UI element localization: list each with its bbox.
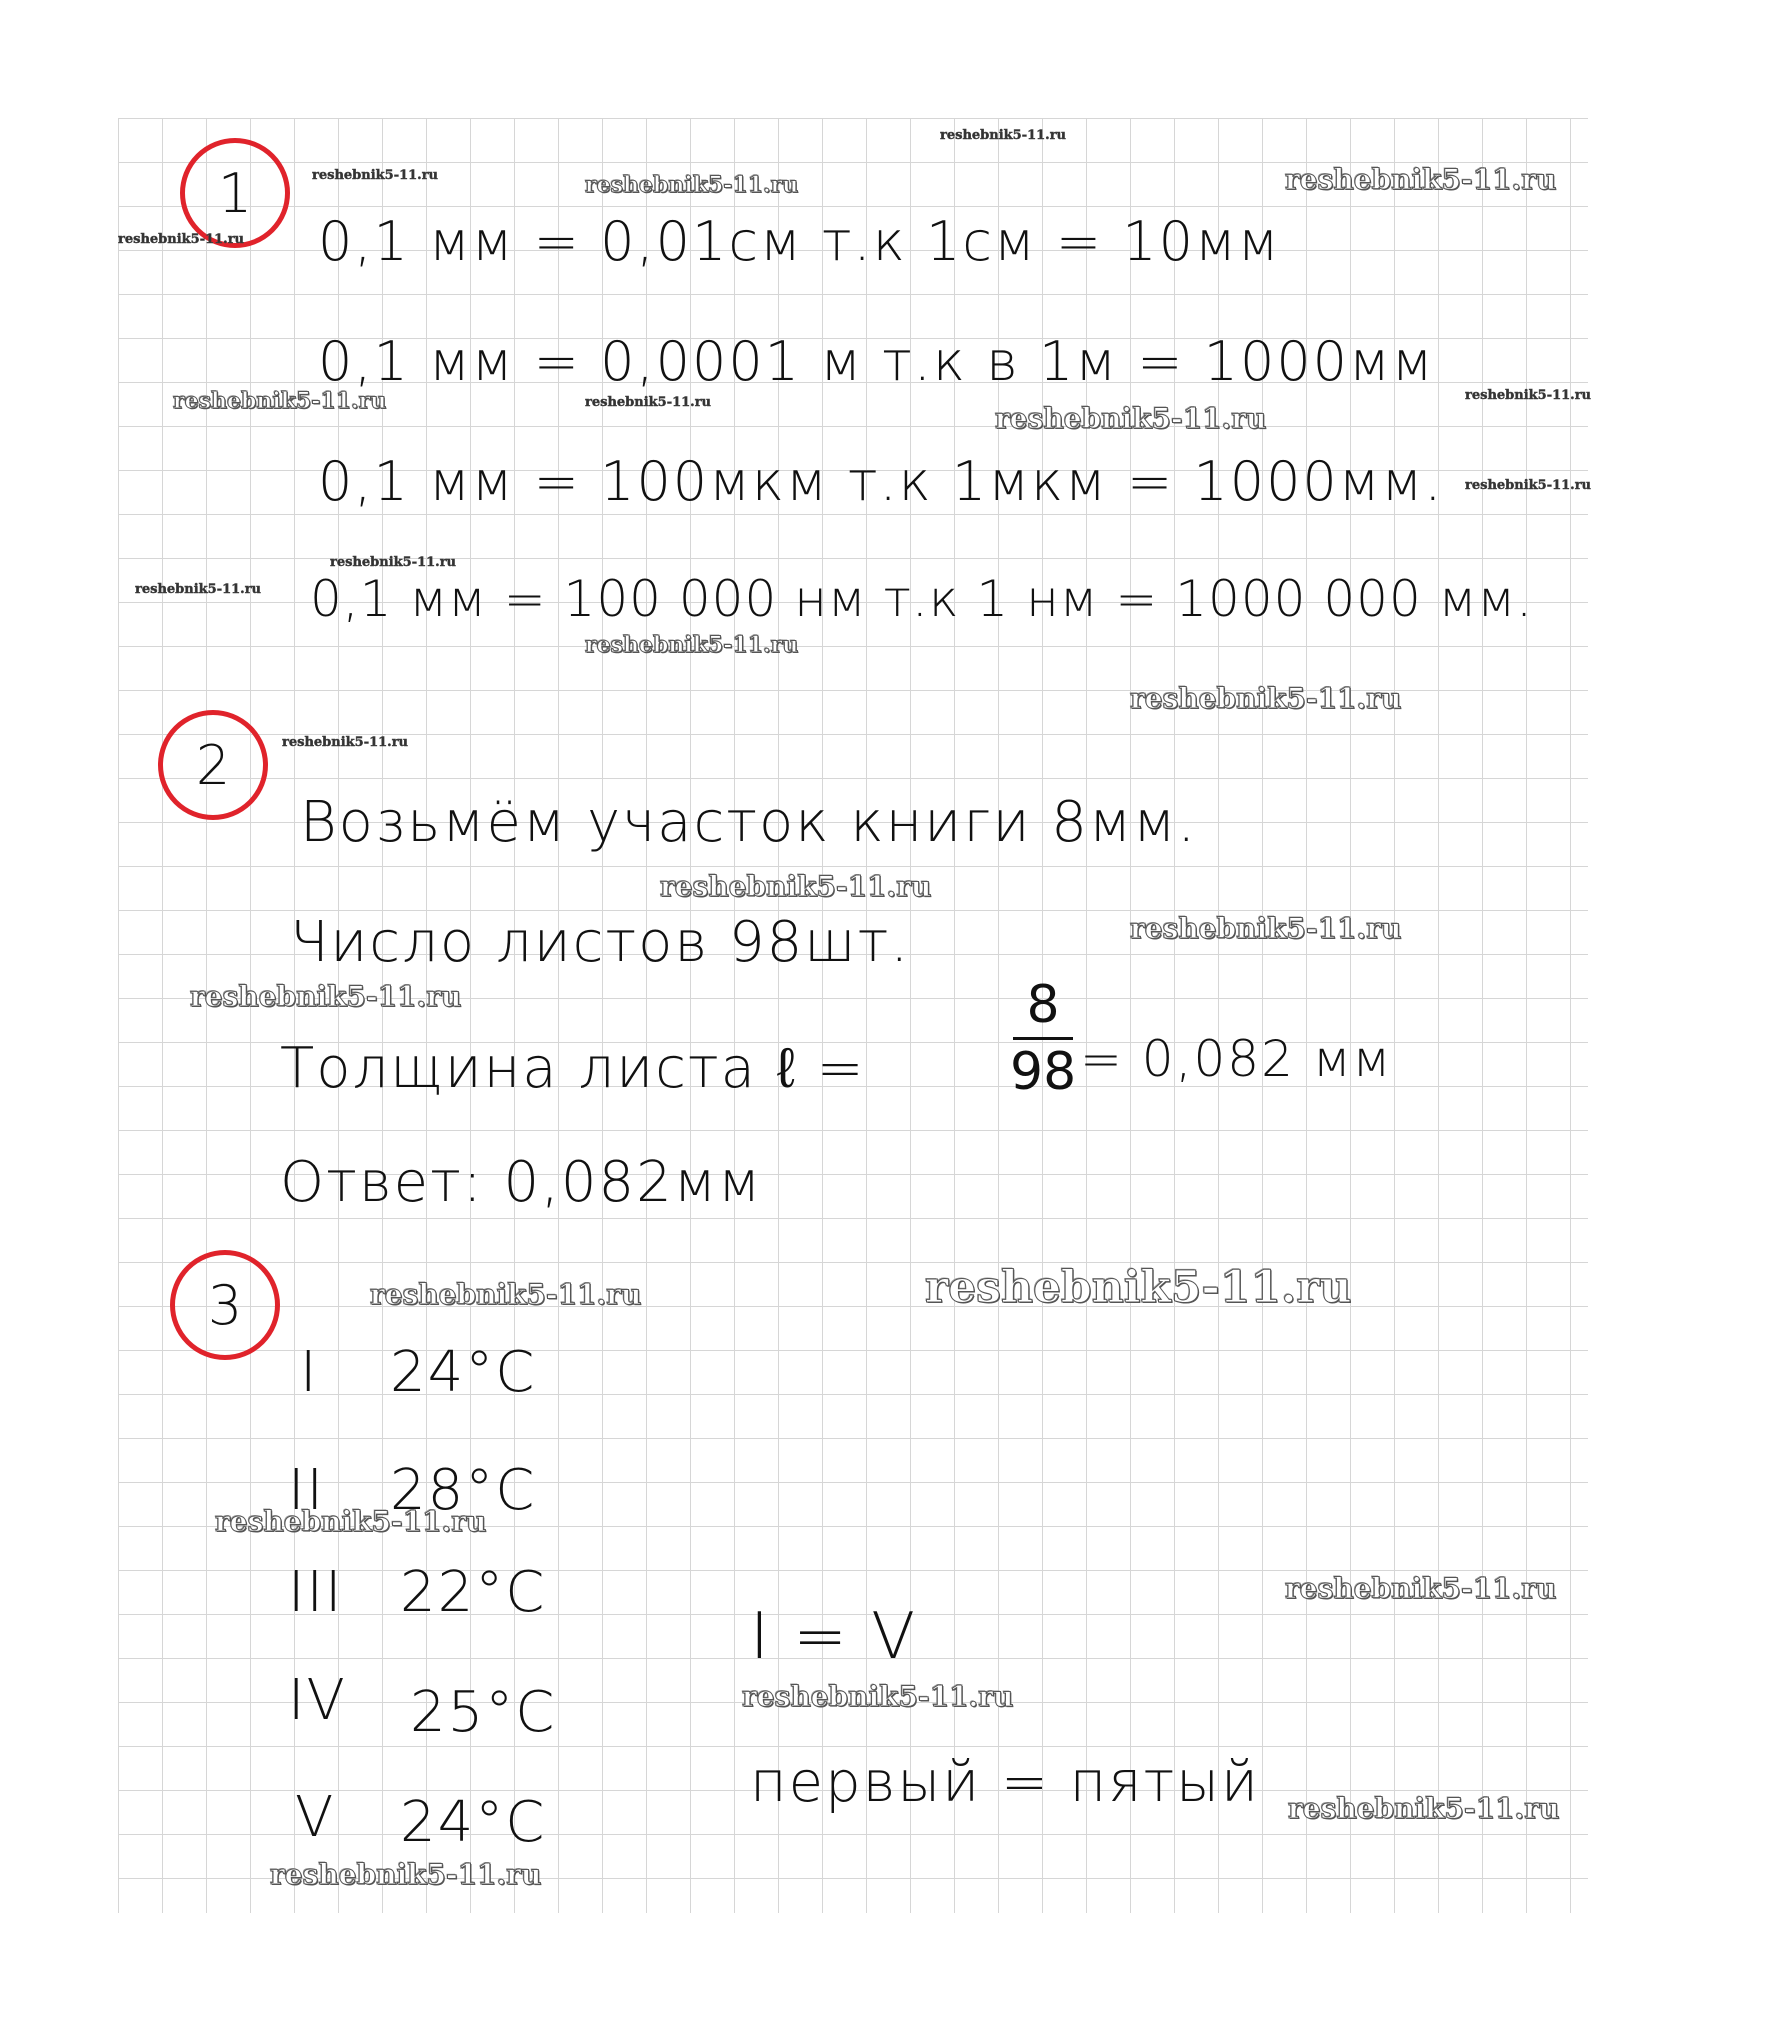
conclusion: первый = пятый	[750, 1750, 1260, 1815]
task2-line: Число листов 98шт.	[290, 910, 911, 975]
fraction-bar	[1013, 1037, 1073, 1040]
roman-numeral: III	[288, 1560, 344, 1625]
fraction-numerator: 8	[1026, 975, 1060, 1035]
watermark: reshebnik5-11.ru	[585, 172, 799, 198]
watermark: reshebnik5-11.ru	[995, 402, 1267, 435]
watermark: reshebnik5-11.ru	[1285, 1572, 1557, 1605]
watermark: reshebnik5-11.ru	[1130, 912, 1402, 945]
temperature: 28°C	[390, 1458, 537, 1523]
watermark: reshebnik5-11.ru	[1465, 478, 1592, 493]
task2-answer: Ответ: 0,082мм	[280, 1150, 763, 1215]
equality: I = V	[750, 1600, 917, 1674]
temperature: 22°C	[400, 1560, 547, 1625]
fraction-denominator: 98	[1010, 1042, 1077, 1102]
roman-numeral: II	[288, 1458, 326, 1523]
task-number: 2	[195, 733, 231, 797]
watermark: reshebnik5-11.ru	[1285, 163, 1557, 196]
watermark: reshebnik5-11.ru	[282, 735, 409, 750]
watermark: reshebnik5-11.ru	[585, 395, 712, 410]
watermark: reshebnik5-11.ru	[370, 1278, 642, 1311]
watermark: reshebnik5-11.ru	[660, 870, 932, 903]
watermark: reshebnik5-11.ru	[585, 632, 799, 658]
task2-line: Толщина листа ℓ =	[280, 1036, 866, 1101]
watermark: reshebnik5-11.ru	[1288, 1792, 1560, 1825]
watermark: reshebnik5-11.ru	[742, 1680, 1014, 1713]
fraction	[1010, 975, 1076, 1102]
task1-line: 0,1 мм = 100 000 нм т.к 1 нм = 1000 000 мм.	[310, 570, 1534, 628]
temperature: 24°C	[400, 1790, 547, 1855]
task1-line: 0,1 мм = 0,01см т.к 1см = 10мм	[318, 210, 1281, 273]
watermark: reshebnik5-11.ru	[1465, 388, 1592, 403]
task-number-circle	[170, 1250, 280, 1360]
watermark: reshebnik5-11.ru	[925, 1262, 1352, 1313]
task-number: 3	[207, 1273, 243, 1337]
watermark: reshebnik5-11.ru	[1130, 682, 1402, 715]
watermark: reshebnik5-11.ru	[118, 232, 245, 247]
watermark: reshebnik5-11.ru	[135, 582, 262, 597]
roman-numeral: I	[300, 1340, 319, 1405]
watermark: reshebnik5-11.ru	[330, 555, 457, 570]
task2-line: = 0,082 мм	[1080, 1030, 1393, 1088]
task-number: 1	[217, 161, 253, 225]
watermark: reshebnik5-11.ru	[270, 1858, 542, 1891]
watermark: reshebnik5-11.ru	[173, 388, 387, 414]
task-number-circle	[158, 710, 268, 820]
watermark: reshebnik5-11.ru	[190, 980, 462, 1013]
roman-numeral: IV	[288, 1668, 347, 1733]
watermark: reshebnik5-11.ru	[312, 168, 439, 183]
task2-line: Возьмём участок книги 8мм.	[300, 790, 1198, 855]
watermark: reshebnik5-11.ru	[940, 128, 1067, 143]
task1-line: 0,1 мм = 100мкм т.к 1мкм = 1000мм.	[318, 450, 1444, 513]
roman-numeral: V	[295, 1785, 336, 1850]
temperature: 25°C	[410, 1680, 557, 1745]
temperature: 24°C	[390, 1340, 537, 1405]
task1-line: 0,1 мм = 0,0001 м т.к в 1м = 1000мм	[318, 330, 1435, 393]
watermark: reshebnik5-11.ru	[215, 1505, 487, 1538]
